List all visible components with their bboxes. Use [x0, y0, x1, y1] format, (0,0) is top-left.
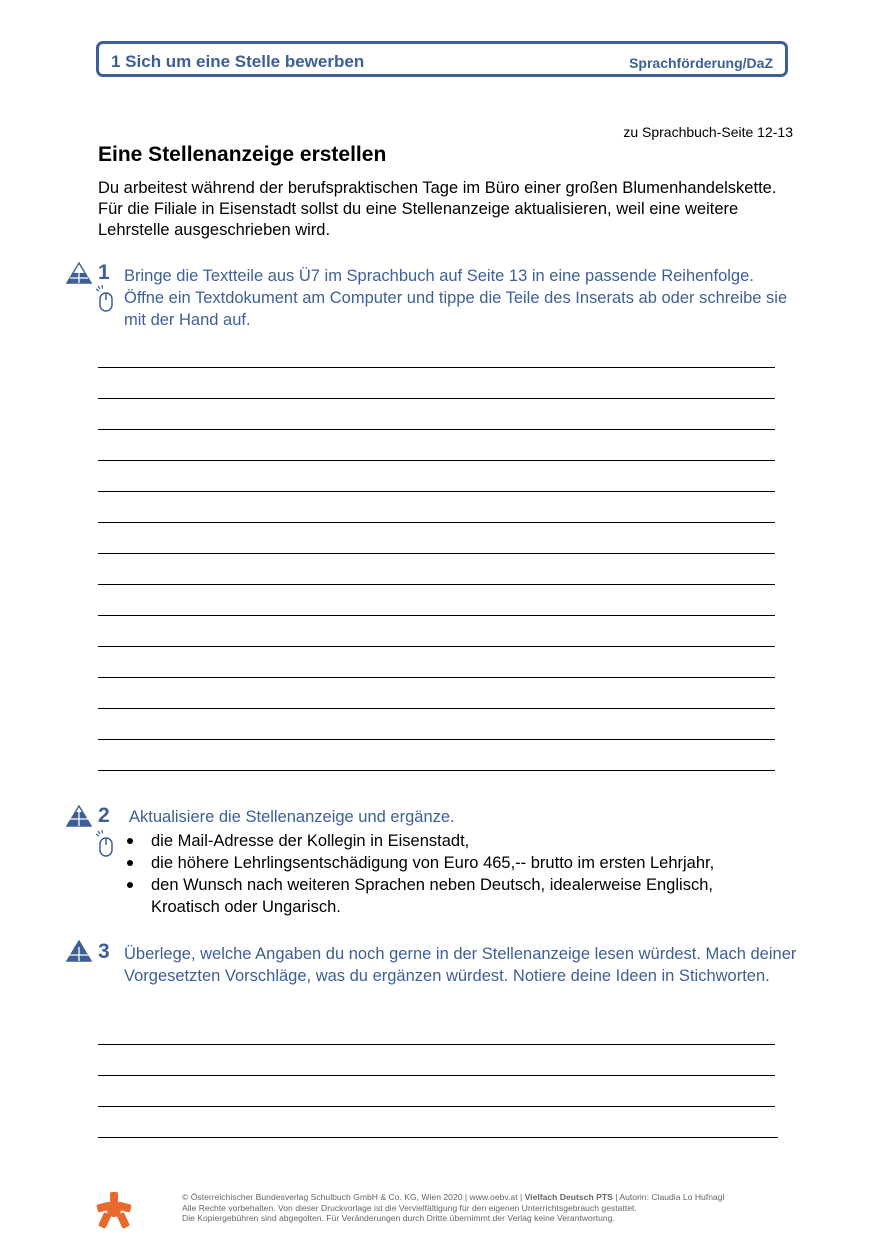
writing-line[interactable]	[98, 1106, 775, 1107]
writing-line[interactable]	[98, 584, 775, 585]
footer-line-3: Die Kopiergebühren sind abgegolten. Für Veränderungen durch Dritte übernimmt der Verlag keine Verantwortung.	[182, 1213, 615, 1223]
writing-line[interactable]	[98, 429, 775, 430]
list-item: die Mail-Adresse der Kollegin in Eisenstadt,	[126, 830, 786, 852]
writing-line[interactable]	[98, 677, 775, 678]
writing-line[interactable]	[98, 1075, 775, 1076]
level-pyramid-icon	[66, 940, 92, 962]
writing-line[interactable]	[98, 708, 775, 709]
list-item: den Wunsch nach weiteren Sprachen neben Deutsch, idealerweise Englisch, Kroatisch oder Ungarisch.	[126, 874, 786, 918]
writing-line[interactable]	[98, 646, 775, 647]
level-pyramid-icon	[66, 262, 92, 284]
footer-line-2: Alle Rechte vorbehalten. Von dieser Druckvorlage ist die Vervielfältigung für den eigenen Unterrichtsgebrauch gestattet.	[182, 1202, 637, 1213]
task-3-number: 3	[98, 940, 110, 963]
publisher-logo-icon	[96, 1191, 132, 1229]
writing-line[interactable]	[98, 398, 775, 399]
writing-line[interactable]	[98, 739, 775, 740]
task-2-bullet-list	[126, 830, 786, 918]
writing-line[interactable]	[98, 553, 775, 554]
task-3-text: Überlege, welche Angaben du noch gerne in der Stellenanzeige lesen würdest. Mach deiner Vorgesetzten Vorschläge, was du ergänzen würdest. Notiere deine Ideen in Stichworten.	[124, 945, 797, 985]
task-2-number: 2	[98, 804, 110, 827]
task-2-text: Aktualisiere die Stellenanzeige und ergänze.	[129, 808, 455, 826]
footer-copyright	[182, 1192, 822, 1224]
writing-line[interactable]	[98, 1044, 775, 1045]
header-box	[96, 41, 788, 77]
writing-line[interactable]	[98, 770, 775, 771]
writing-line[interactable]	[98, 1137, 778, 1138]
subject-label: Sprachförderung/DaZ	[629, 55, 773, 71]
computer-mouse-icon	[96, 285, 116, 312]
computer-mouse-icon	[96, 830, 116, 857]
writing-line[interactable]	[98, 522, 775, 523]
list-item: die höhere Lehrlingsentschädigung von Euro 465,-- brutto im ersten Lehrjahr,	[126, 852, 786, 874]
writing-line[interactable]	[98, 615, 775, 616]
chapter-title: 1 Sich um eine Stelle bewerben	[111, 52, 365, 71]
task-1-number: 1	[98, 261, 110, 284]
page-title: Eine Stellenanzeige erstellen	[98, 143, 387, 166]
task-1-text: Bringe die Textteile aus Ü7 im Sprachbuch auf Seite 13 in eine passende Reihenfolge. Öffne ein Textdokument am Computer und tippe die Teile des Inserats ab oder schreibe sie mit der Hand auf.	[124, 267, 788, 329]
writing-line[interactable]	[98, 367, 775, 368]
writing-line[interactable]	[98, 460, 775, 461]
intro-text: Du arbeitest während der berufspraktischen Tage im Büro einer großen Blumenhandelskette. Für die Filiale in Eisenstadt sollst du eine Stellenanzeige aktualisieren, weil eine weitere Lehrstelle ausgeschrieben wird.	[98, 179, 777, 239]
level-pyramid-icon	[66, 805, 92, 827]
textbook-reference: zu Sprachbuch-Seite 12-13	[623, 124, 793, 140]
writing-line[interactable]	[98, 491, 775, 492]
footer-line-1: © Österreichischer Bundesverlag Schulbuch GmbH & Co. KG, Wien 2020 | www.oebv.at | Vielfach Deutsch PTS | Autorin: Claudia Lo Hufnagl	[182, 1192, 725, 1202]
